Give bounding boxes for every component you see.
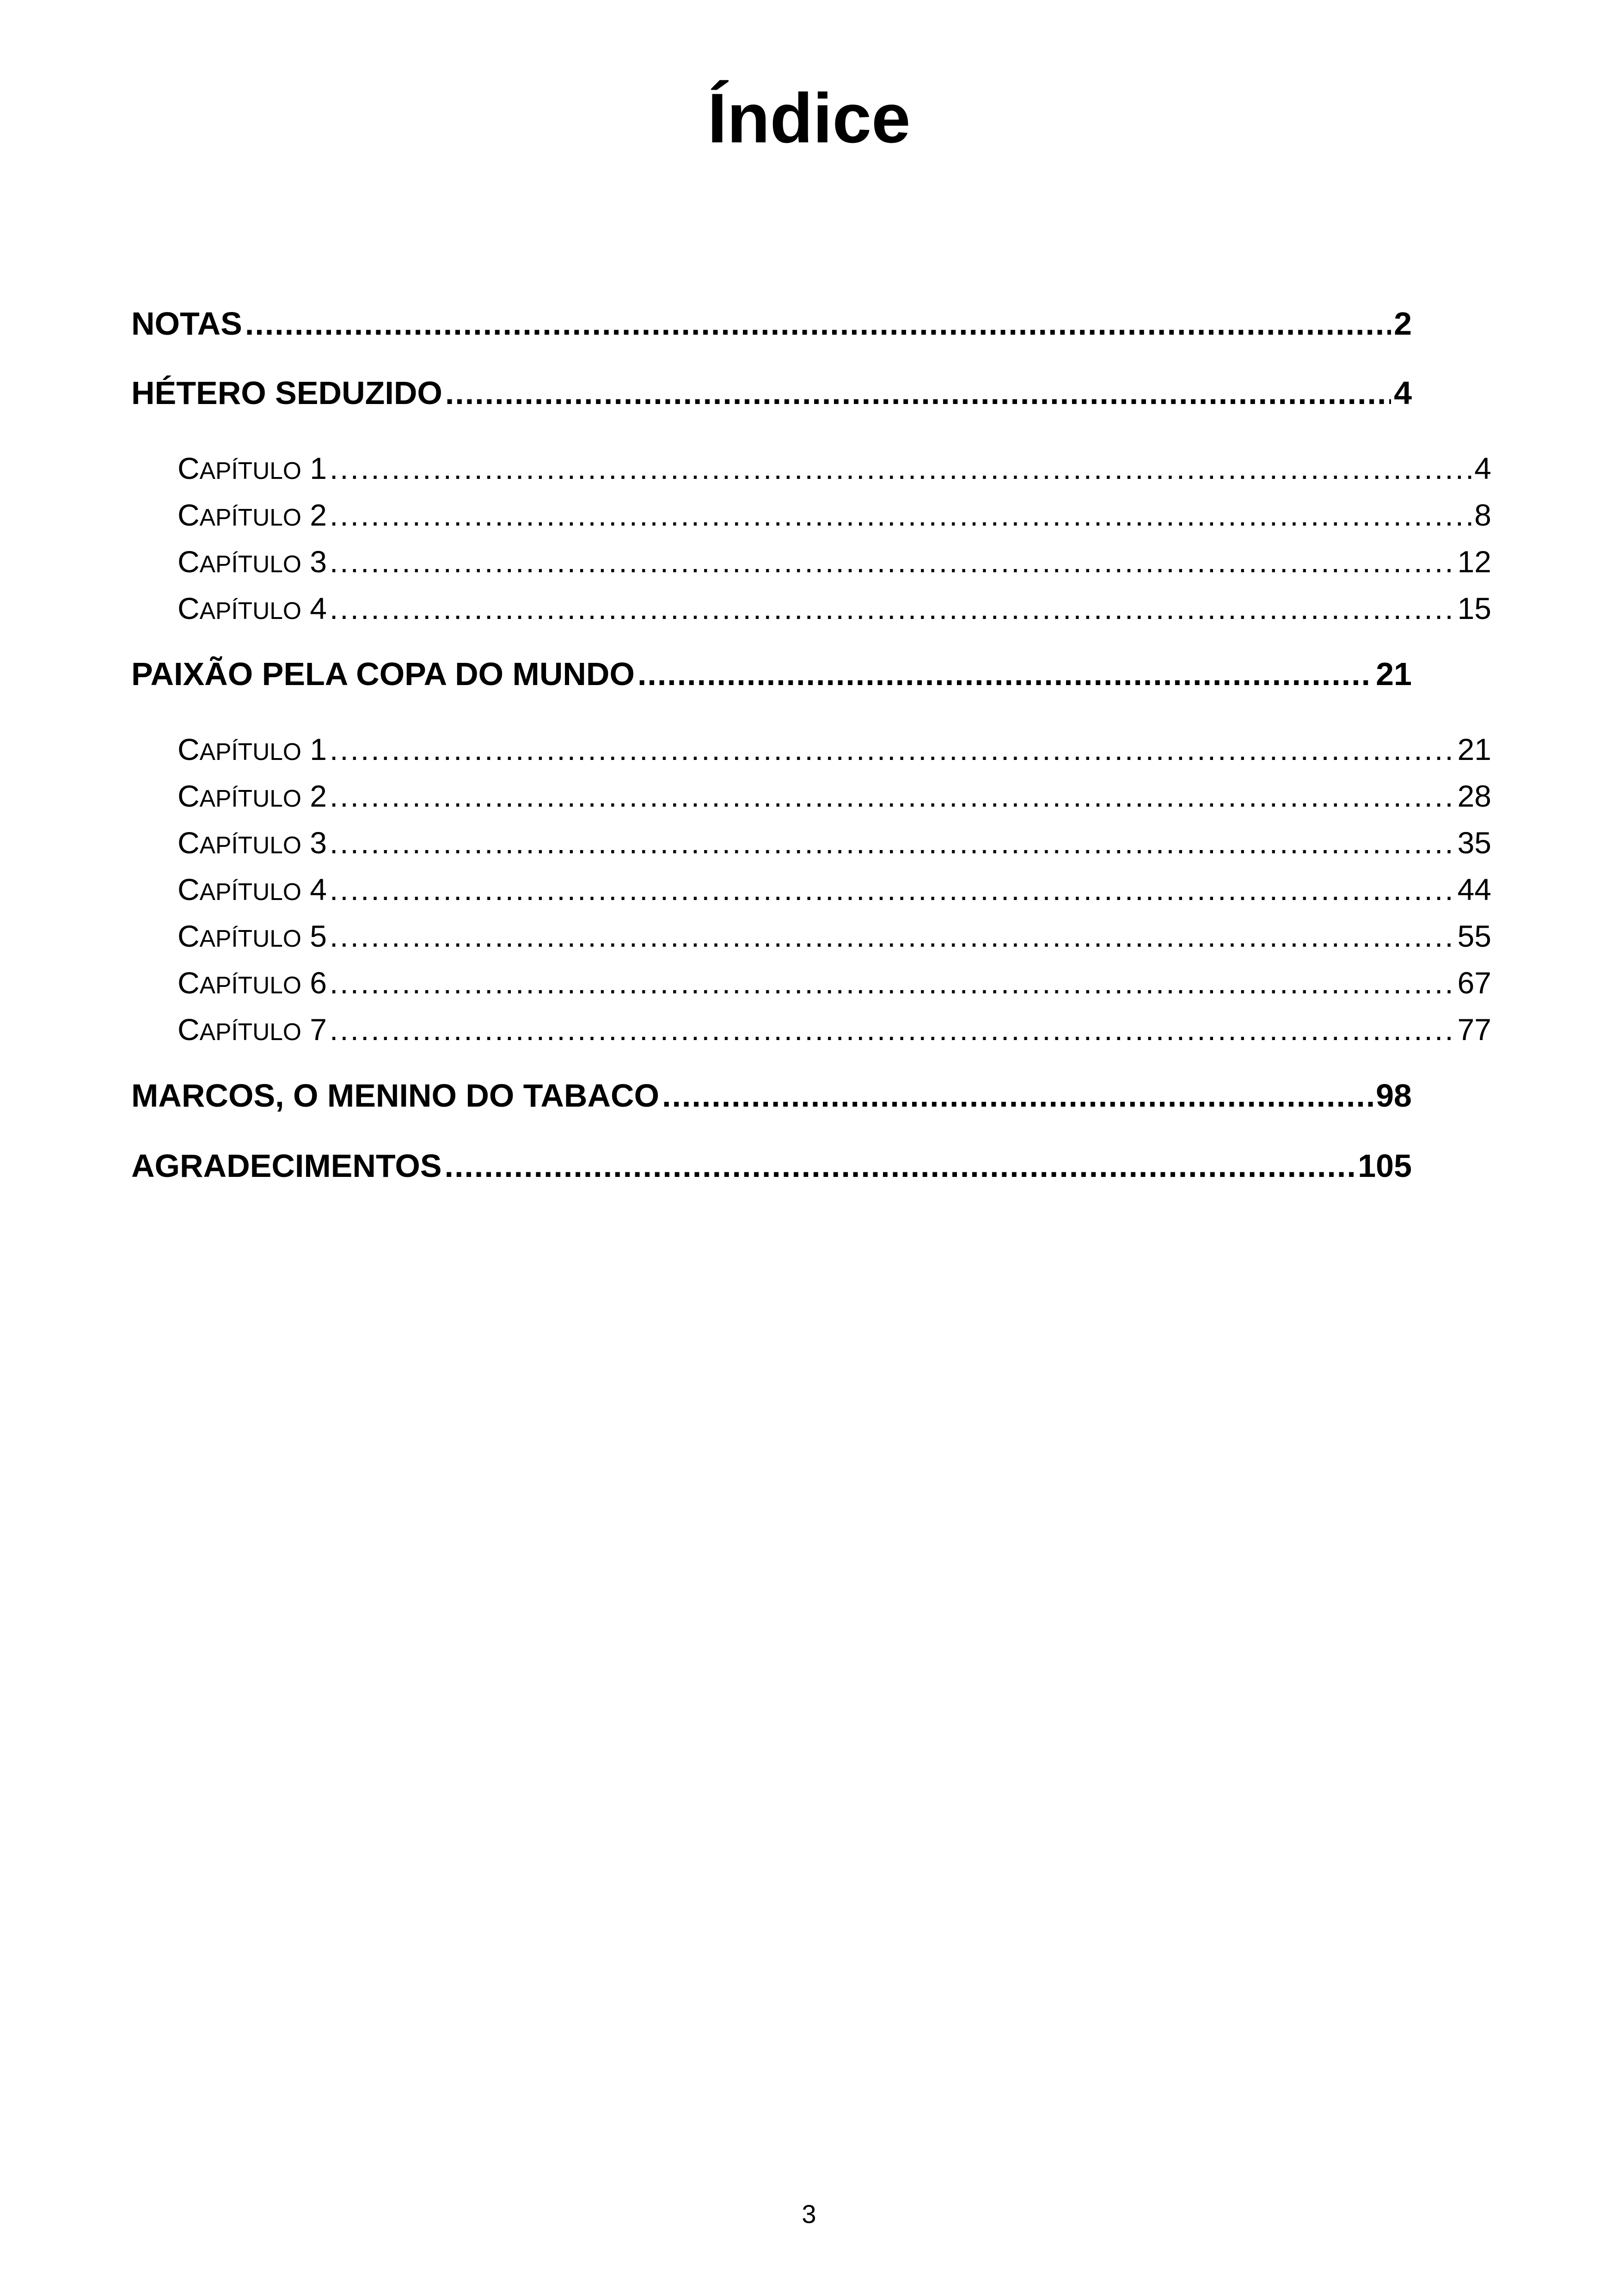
toc-subentry-page: 55: [1457, 919, 1491, 953]
toc-subentry-page: 77: [1457, 1012, 1491, 1047]
toc-subentry-label: CAPÍTULO 7: [178, 1012, 327, 1047]
toc-entry-page: 4: [1394, 375, 1412, 411]
toc-entry-page: 105: [1358, 1148, 1412, 1184]
toc-subentry[interactable]: [178, 591, 1491, 626]
toc-subentry-label: CAPÍTULO 3: [178, 545, 327, 579]
toc-subentry-label: CAPÍTULO 4: [178, 872, 327, 906]
toc-subentry[interactable]: [178, 872, 1491, 907]
page-number: 3: [802, 2199, 816, 2229]
dot-leader: [330, 825, 1455, 860]
toc-subentry-page: 15: [1457, 591, 1491, 625]
dot-leader: [330, 544, 1455, 579]
toc-entry-page: 98: [1376, 1078, 1412, 1114]
dot-leader: [330, 1012, 1455, 1047]
toc-subentry[interactable]: [178, 778, 1491, 814]
toc-subentry-page: 67: [1457, 966, 1491, 1000]
toc-subentry-page: 35: [1457, 826, 1491, 860]
toc-subentry[interactable]: [178, 1012, 1491, 1047]
toc-entry-marcos[interactable]: [131, 1077, 1412, 1114]
toc-subentry[interactable]: [178, 918, 1491, 954]
toc-subentry[interactable]: [178, 965, 1491, 1000]
dot-leader: [330, 872, 1455, 907]
toc-entry-page: 2: [1394, 306, 1412, 342]
toc-subentry-label: CAPÍTULO 1: [178, 451, 327, 485]
toc-subentry-label: CAPÍTULO 4: [178, 591, 327, 625]
dot-leader: [330, 918, 1455, 954]
toc-entry-label: PAIXÃO PELA COPA DO MUNDO: [131, 656, 635, 692]
dot-leader: [662, 1077, 1373, 1114]
toc-subentry-page: 21: [1457, 732, 1491, 766]
toc-entry-page: 21: [1376, 656, 1412, 692]
dot-leader: [330, 732, 1455, 767]
toc-subentry[interactable]: [178, 451, 1491, 486]
dot-leader: [445, 374, 1391, 411]
dot-leader: [637, 655, 1373, 692]
toc-subentry-page: 4: [1474, 451, 1491, 485]
toc-entry-paixao-pela-copa[interactable]: [131, 655, 1412, 692]
toc-entry-notas[interactable]: [131, 305, 1412, 342]
toc-entry-label: MARCOS, O MENINO DO TABACO: [131, 1078, 660, 1114]
dot-leader: [445, 1147, 1355, 1184]
toc-subentry[interactable]: [178, 732, 1491, 767]
page-title: Índice: [707, 79, 911, 158]
dot-leader: [330, 778, 1455, 814]
toc-subentry-label: CAPÍTULO 5: [178, 919, 327, 953]
toc-entry-label: HÉTERO SEDUZIDO: [131, 375, 442, 411]
dot-leader: [330, 451, 1471, 486]
dot-leader: [330, 497, 1471, 533]
toc-subentry-label: CAPÍTULO 2: [178, 779, 327, 813]
toc-subentry[interactable]: [178, 497, 1491, 533]
dot-leader: [330, 591, 1455, 626]
toc-subentry-page: 12: [1457, 545, 1491, 579]
dot-leader: [330, 965, 1455, 1000]
toc-subentry-label: CAPÍTULO 1: [178, 732, 327, 766]
toc-entry-hetero-seduzido[interactable]: [131, 374, 1412, 411]
toc-subentry-page: 28: [1457, 779, 1491, 813]
toc-subentry-label: CAPÍTULO 3: [178, 826, 327, 860]
toc-subentry-page: 8: [1474, 498, 1491, 532]
toc-entry-label: AGRADECIMENTOS: [131, 1148, 442, 1184]
toc-subentry[interactable]: [178, 544, 1491, 579]
toc-subentry-label: CAPÍTULO 2: [178, 498, 327, 532]
toc-subentry[interactable]: [178, 825, 1491, 860]
toc-entry-label: NOTAS: [131, 306, 242, 342]
toc-entry-agradecimentos[interactable]: [131, 1147, 1412, 1184]
dot-leader: [245, 305, 1391, 342]
toc-subentry-page: 44: [1457, 872, 1491, 906]
toc-subentry-label: CAPÍTULO 6: [178, 966, 327, 1000]
